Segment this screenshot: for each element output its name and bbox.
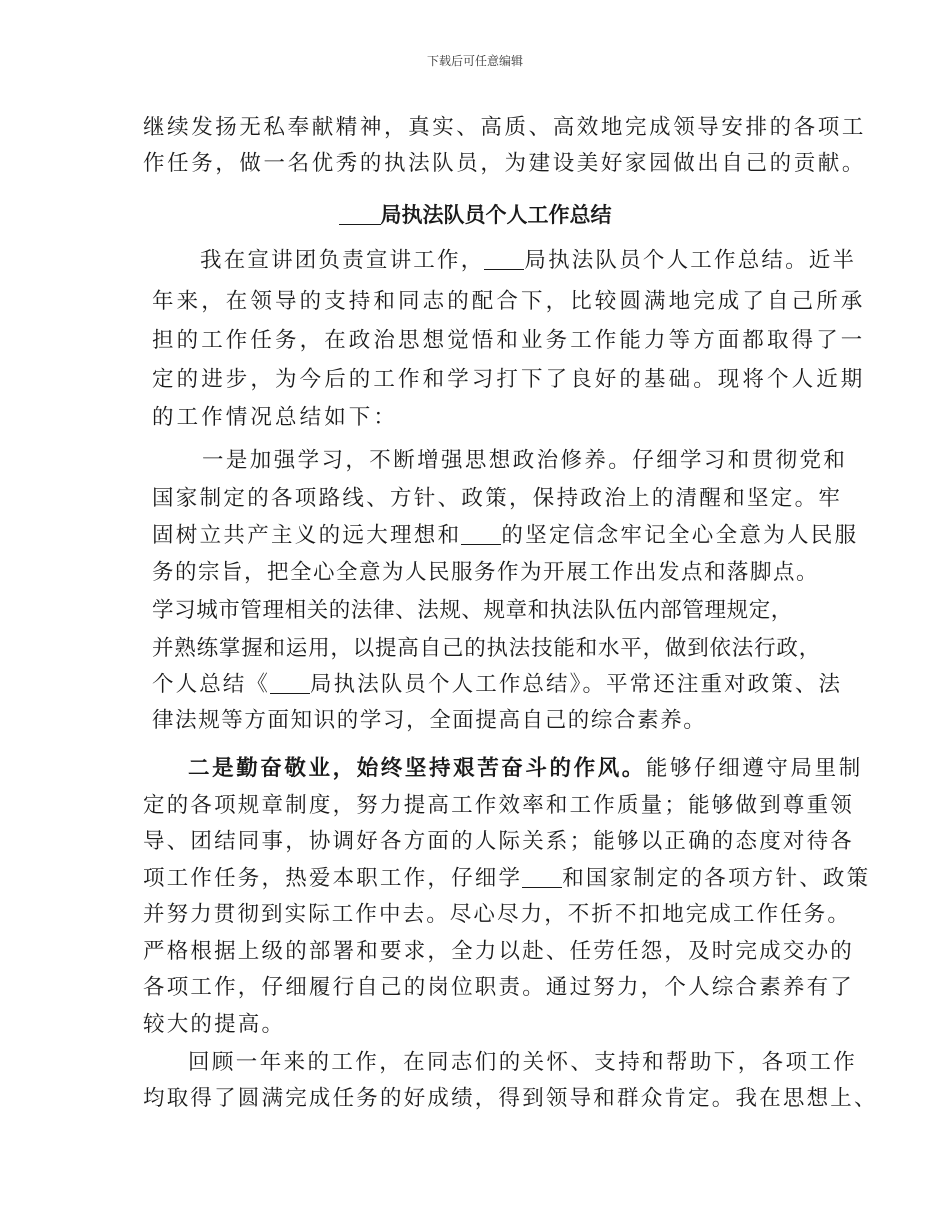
text-line: 的工作情况总结如下： bbox=[152, 405, 399, 430]
text-line: 务的宗旨，把全心全意为人民服务作为开展工作出发点和落脚点。 bbox=[152, 560, 820, 585]
text-line: 律法规等方面知识的学习，全面提高自己的综合素养。 bbox=[152, 708, 707, 733]
blank-underline bbox=[339, 204, 381, 225]
text-line: 年来，在领导的支持和同志的配合下，比较圆满地完成了自己所承 bbox=[152, 289, 866, 314]
blank-underline bbox=[522, 867, 562, 888]
section-title: 局执法队员个人工作总结 bbox=[0, 200, 950, 230]
page-header: 下载后可任意编辑 bbox=[426, 54, 523, 68]
text-line: 定的进步，为今后的工作和学习打下了良好的基础。现将个人近期 bbox=[152, 367, 866, 392]
text-line: 一是加强学习，不断增强思想政治修养。仔细学习和贯彻党和 bbox=[202, 448, 848, 473]
text-line: 担的工作任务，在政治思想觉悟和业务工作能力等方面都取得了一 bbox=[152, 328, 866, 353]
text-line: 项工作任务，热爱本职工作，仔细学 和国家制定的各项方针、政策 bbox=[143, 866, 871, 891]
text-line: 二是勤奋敬业，始终坚持艰苦奋斗的作风。能够仔细遵守局里制 bbox=[188, 756, 863, 781]
blank-underline bbox=[484, 249, 524, 270]
text-line: 定的各项规章制度，努力提高工作效率和工作质量；能够做到尊重领 bbox=[143, 793, 855, 818]
text-line: 我在宣讲团负责宣讲工作， 局执法队员个人工作总结。近半 bbox=[200, 248, 857, 273]
text-line: 回顾一年来的工作，在同志们的关怀、支持和帮助下，各项工作 bbox=[188, 1050, 858, 1075]
blank-underline bbox=[461, 524, 501, 545]
text-line: 导、团结同事，协调好各方面的人际关系；能够以正确的态度对待各 bbox=[143, 829, 855, 854]
text-line: 作任务，做一名优秀的执法队员，为建设美好家园做出自己的贡献。 bbox=[143, 151, 867, 176]
text-line: 个人总结《 局执法队员个人工作总结》。平常还注重对政策、法 bbox=[152, 672, 843, 697]
text-line: 并熟练掌握和运用，以提高自己的执法技能和水平，做到依法行政， bbox=[152, 636, 822, 661]
text-line: 继续发扬无私奉献精神，真实、高质、高效地完成领导安排的各项工 bbox=[143, 115, 867, 140]
text-line: 固树立共产主义的远大理想和 的坚定信念牢记全心全意为人民服 bbox=[152, 523, 859, 548]
text-line: 严格根据上级的部署和要求，全力以赴、任劳任怨，及时完成交办的 bbox=[143, 939, 855, 964]
text-line: 学习城市管理相关的法律、法规、规章和执法队伍内部管理规定， bbox=[152, 598, 793, 623]
bold-lead: 二是勤奋敬业，始终坚持艰苦奋斗的作风。 bbox=[188, 756, 646, 781]
text-line: 并努力贯彻到实际工作中去。尽心尽力，不折不扣地完成工作任务。 bbox=[143, 902, 852, 927]
text-line: 均取得了圆满完成任务的好成绩，得到领导和群众肯定。我在思想上、 bbox=[143, 1086, 878, 1111]
text-line: 较大的提高。 bbox=[143, 1012, 286, 1037]
text-line: 各项工作，仔细履行自己的岗位职责。通过努力，个人综合素养有了 bbox=[143, 975, 855, 1000]
text-line: 国家制定的各项路线、方针、政策，保持政治上的清醒和坚定。牢 bbox=[152, 486, 843, 511]
blank-underline bbox=[270, 673, 310, 694]
